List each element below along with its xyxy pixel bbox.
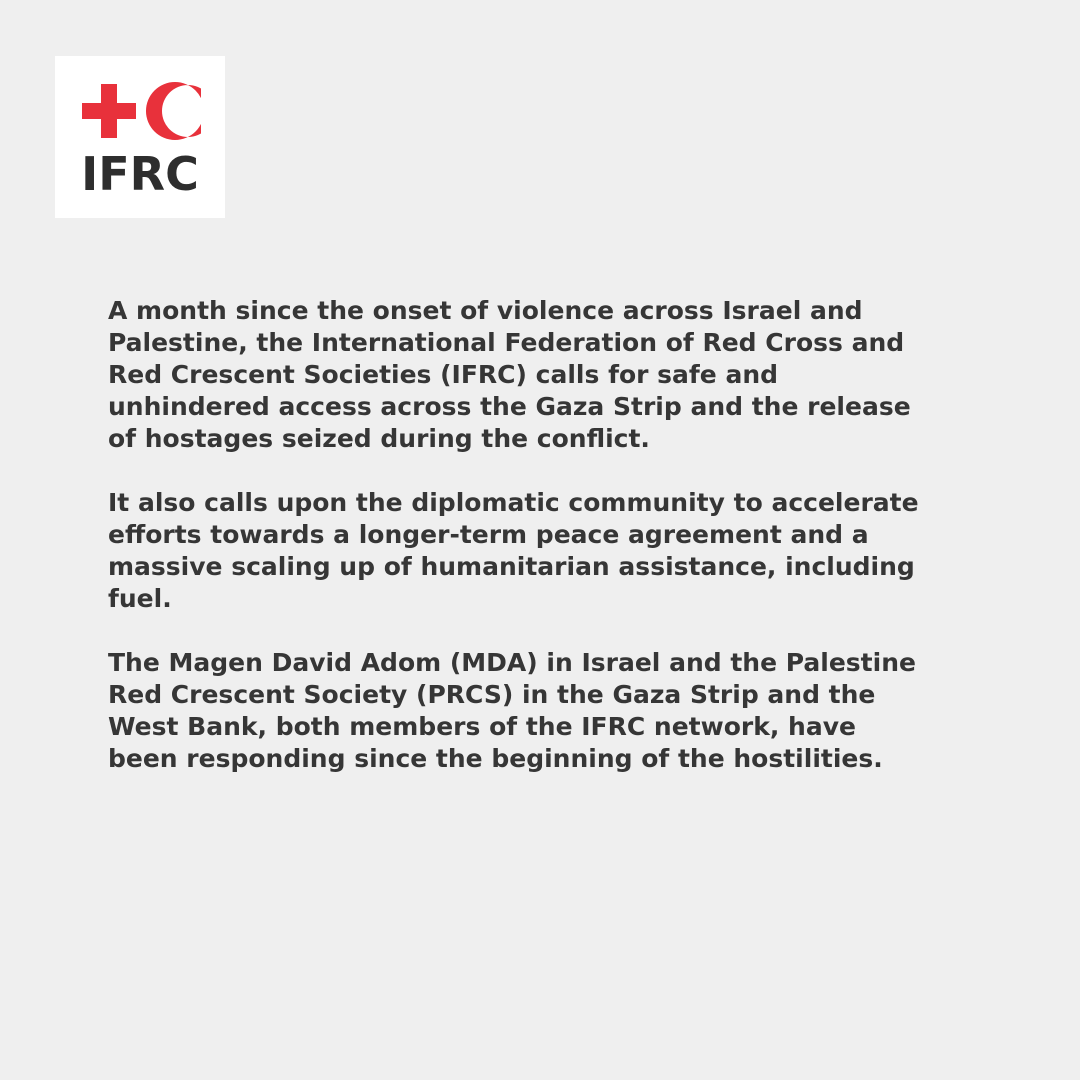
- logo-text: IFRC: [81, 147, 199, 201]
- ifrc-logo: [55, 56, 225, 218]
- paragraph-1: A month since the onset of violence across Israel and Palestine, the International Federation of Red Cross and Red Crescent Societies (IFRC) calls for safe and unhindered access across the Gaza Strip and the release of hostages seized during the conflict.: [108, 296, 911, 453]
- logo-emblem: [81, 80, 201, 142]
- paragraph-2: It also calls upon the diplomatic community to accelerate efforts towards a longer-term peace agreement and a massive scaling up of humanitarian assistance, including fuel.: [108, 488, 919, 613]
- red-cross-icon: [82, 84, 136, 138]
- statement-text: [108, 295, 1008, 775]
- red-crescent-icon: [146, 82, 201, 140]
- paragraph-3: The Magen David Adom (MDA) in Israel and the Palestine Red Crescent Society (PRCS) in the Gaza Strip and the West Bank, both members of the IFRC network, have been responding since the beginning of the hostilities.: [108, 648, 916, 773]
